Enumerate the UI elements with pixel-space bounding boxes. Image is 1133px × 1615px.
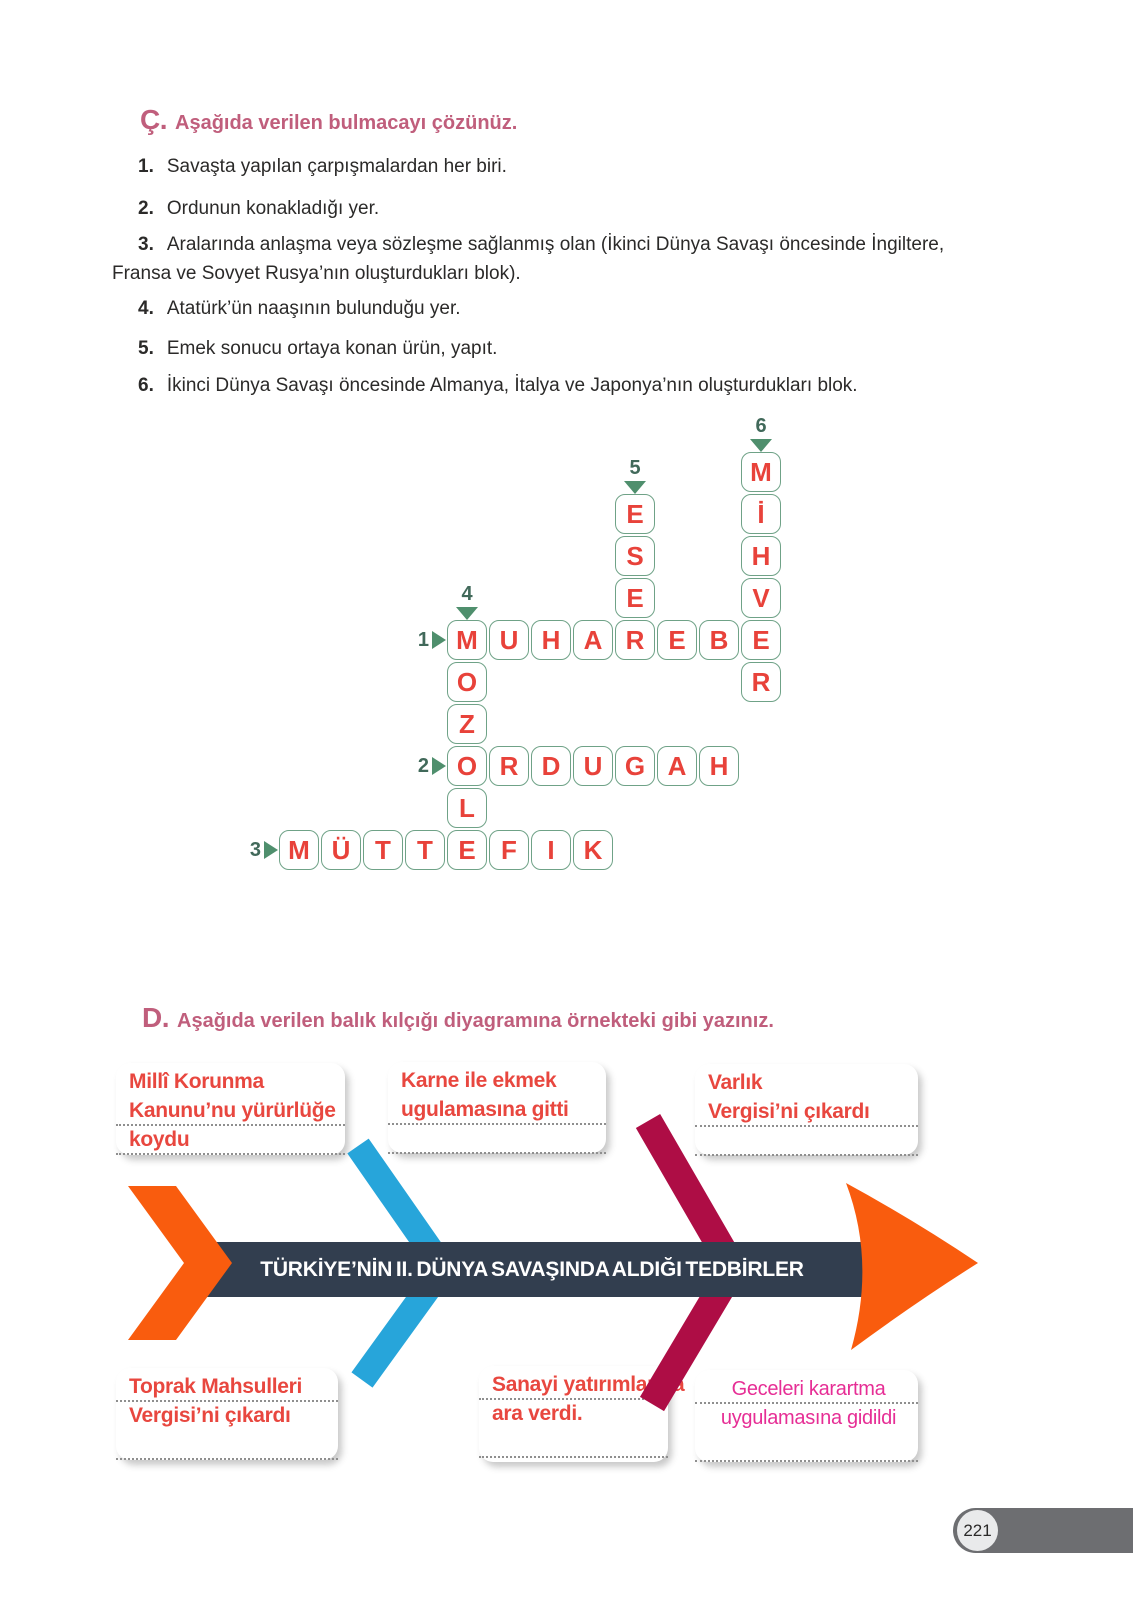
page-number-bar — [953, 1508, 1133, 1553]
section-d-title: Aşağıda verilen balık kılçığı diyagramına örnekteki gibi yazınız. — [177, 1010, 774, 1032]
clue-text: İkinci Dünya Savaşı öncesinde Almanya, İtalya ve Japonya’nın oluşturdukları blok. — [166, 375, 858, 396]
crossword-clue-number: 6 — [755, 415, 767, 437]
fishbone-spine-bar — [196, 1242, 868, 1297]
crossword-cell: F — [489, 830, 529, 870]
clue-number: 4. — [138, 298, 154, 319]
arrow-down-icon — [456, 607, 478, 620]
crossword-cell: O — [447, 746, 487, 786]
crossword-cell: T — [405, 830, 445, 870]
fishbone-box-line: Sanayi yatırımlarına — [479, 1371, 668, 1400]
crossword-cell: U — [489, 620, 529, 660]
crossword-cell: M — [279, 830, 319, 870]
crossword-cell: H — [531, 620, 571, 660]
fishbone-box-ruled-line — [695, 1127, 918, 1156]
fishbone-box-ruled-line — [695, 1433, 918, 1462]
fishbone-box-geceleri-karartma — [695, 1370, 918, 1462]
fishbone-box-line: Vergisi’ni çıkardı — [695, 1098, 918, 1127]
page-number: 221 — [963, 1521, 992, 1540]
crossword-cell: L — [447, 788, 487, 828]
section-c-title: Aşağıda verilen bulmacayı çözünüz. — [175, 112, 518, 134]
clue-text: Emek sonucu ortaya konan ürün, yapıt. — [166, 338, 498, 359]
arrow-right-icon — [432, 757, 446, 775]
crossword-cell: I — [531, 830, 571, 870]
section-c-heading — [140, 104, 517, 136]
crossword-clue-number: 4 — [461, 583, 473, 605]
clue-number: 6. — [138, 375, 154, 396]
fishbone-box-line: Karne ile ekmek — [401, 1069, 557, 1092]
crossword-clue-number: 2 — [417, 755, 429, 777]
clue-text: Ordunun konakladığı yer. — [166, 198, 380, 219]
fishbone-box-line: Toprak Mahsulleri — [116, 1373, 338, 1402]
fishbone-box-line: ara verdi. — [492, 1402, 583, 1425]
crossword-cell: S — [615, 536, 655, 576]
clue-text-continued: Fransa ve Sovyet Rusya’nın oluşturdukları blok). — [112, 263, 521, 284]
crossword-cell: H — [699, 746, 739, 786]
clue-text: Atatürk’ün naaşının bulunduğu yer. — [166, 298, 461, 319]
crossword-cell: Z — [447, 704, 487, 744]
crossword-cell: A — [573, 620, 613, 660]
crossword-cell: T — [363, 830, 403, 870]
clue-item — [112, 371, 1037, 400]
arrow-right-icon — [264, 841, 278, 859]
crossword-cell: V — [741, 578, 781, 618]
fishbone-box-line: Kanunu’nu yürürlüğe — [116, 1097, 345, 1126]
clue-number: 1. — [138, 156, 154, 177]
clue-item — [112, 152, 1037, 181]
clue-text: Savaşta yapılan çarpışmalardan her biri. — [166, 156, 507, 177]
page-number-badge — [957, 1510, 998, 1551]
fishbone-box-line: Geceleri karartma — [695, 1375, 918, 1404]
crossword-cell: Ü — [321, 830, 361, 870]
fishbone-box-milli-korunma — [116, 1063, 345, 1155]
clue-number: 2. — [138, 198, 154, 219]
arrow-down-icon — [750, 439, 772, 452]
crossword-cell: K — [573, 830, 613, 870]
clue-number: 3. — [138, 234, 154, 255]
fishbone-box-sanayi-yatirimlari — [479, 1366, 685, 1462]
fishbone-box-ruled-line — [479, 1429, 668, 1458]
arrow-down-icon — [624, 481, 646, 494]
spine-label: TÜRKİYE’NİN II. DÜNYA SAVAŞINDA ALDIĞI TEDBİRLER — [260, 1258, 804, 1281]
crossword-clue-number: 1 — [417, 629, 429, 651]
crossword-cell: R — [489, 746, 529, 786]
fishbone-box-karne-ekmek — [388, 1062, 606, 1153]
crossword-clue-number: 3 — [249, 839, 261, 861]
crossword-cell: E — [615, 494, 655, 534]
crossword-cell: İ — [741, 494, 781, 534]
crossword-cell: B — [699, 620, 739, 660]
fishbone-box-line: uygulamasına gidildi — [720, 1407, 897, 1429]
section-c-letter: Ç. — [140, 104, 167, 135]
crossword-cell: M — [741, 452, 781, 492]
arrow-right-icon — [432, 631, 446, 649]
crossword-cell: E — [657, 620, 697, 660]
crossword-cell: E — [741, 620, 781, 660]
crossword-cell: G — [615, 746, 655, 786]
fishbone-box-line: Varlık — [708, 1071, 763, 1094]
crossword-cell: O — [447, 662, 487, 702]
fishbone-box-varlik-vergisi — [695, 1064, 918, 1155]
section-d-letter: D. — [142, 1002, 169, 1033]
clue-item — [112, 294, 1037, 323]
crossword-cell: R — [741, 662, 781, 702]
fishbone-box-ruled-line — [388, 1125, 606, 1154]
fishbone-box-line: Vergisi’ni çıkardı — [129, 1404, 291, 1427]
fishbone-box-line: koydu — [116, 1126, 345, 1155]
fishbone-box-line: Millî Korunma — [129, 1070, 264, 1093]
fishbone-box-line: ugulamasına gitti — [388, 1096, 606, 1125]
section-d-heading — [142, 1002, 774, 1034]
crossword-cell: E — [615, 578, 655, 618]
fishbone-box-ruled-line — [116, 1431, 338, 1460]
crossword-cell: R — [615, 620, 655, 660]
crossword-cell: A — [657, 746, 697, 786]
fishbone-box-toprak-mahsulleri — [116, 1368, 338, 1460]
crossword-clue-number: 5 — [629, 457, 641, 479]
crossword-cell: D — [531, 746, 571, 786]
clue-item — [112, 334, 1037, 363]
crossword-cell: U — [573, 746, 613, 786]
crossword-cell: H — [741, 536, 781, 576]
clue-item — [112, 230, 1037, 288]
clue-number: 5. — [138, 338, 154, 359]
clue-text: Aralarında anlaşma veya sözleşme sağlanmış olan (İkinci Dünya Savaşı öncesinde İngiltere, — [166, 234, 945, 255]
clue-item — [112, 194, 1037, 223]
crossword-cell: E — [447, 830, 487, 870]
crossword-cell: M — [447, 620, 487, 660]
